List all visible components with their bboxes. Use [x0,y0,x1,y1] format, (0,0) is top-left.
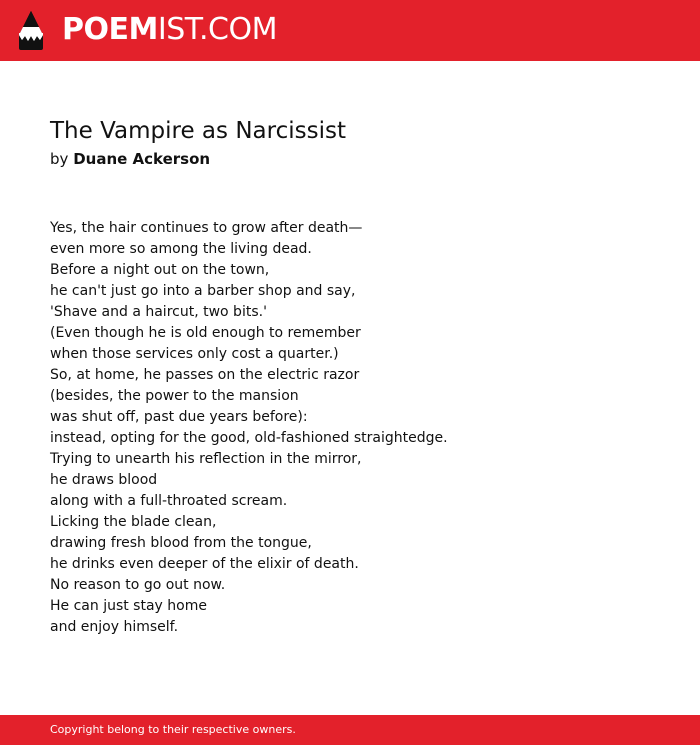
poem-line: Trying to unearth his reflection in the mirror, [50,451,362,467]
poem-line: along with a full-throated scream. [50,493,288,509]
poem-line: instead, opting for the good, old-fashioned straightedge. [50,430,448,446]
poem-body [50,218,448,638]
poem-line: (Even though he is old enough to remember [50,325,361,341]
poem-line: and enjoy himself. [50,619,179,635]
poem-line: No reason to go out now. [50,577,226,593]
poem-line: Yes, the hair continues to grow after death— [50,220,363,236]
poem-line: He can just stay home [50,598,207,614]
logo-text-light: IST.COM [157,12,277,47]
site-header [0,0,700,61]
poem-line: was shut off, past due years before): [50,409,308,425]
poem-line: he draws blood [50,472,158,488]
poem-line: Before a night out on the town, [50,262,270,278]
poem-title: The Vampire as Narcissist [50,118,346,144]
pencil-tip-icon[interactable] [18,10,44,51]
poem-line: he can't just go into a barber shop and say, [50,283,356,299]
poem-line: Licking the blade clean, [50,514,217,530]
poem-line: when those services only cost a quarter.) [50,346,339,362]
copyright-notice: Copyright belong to their respective owners. [50,723,296,736]
byline-label: by [50,150,69,168]
logo-text-strong: POEM [62,12,158,47]
poem-line: even more so among the living dead. [50,241,312,257]
poem-byline [50,148,210,170]
poem-line: (besides, the power to the mansion [50,388,299,404]
poem-line: he drinks even deeper of the elixir of death. [50,556,359,572]
site-logo-link[interactable] [62,12,277,48]
poem-line: drawing fresh blood from the tongue, [50,535,312,551]
poem-line: So, at home, he passes on the electric razor [50,367,360,383]
site-footer [0,715,700,745]
poem-author: Duane Ackerson [73,150,211,168]
poem-line: 'Shave and a haircut, two bits.' [50,304,267,320]
